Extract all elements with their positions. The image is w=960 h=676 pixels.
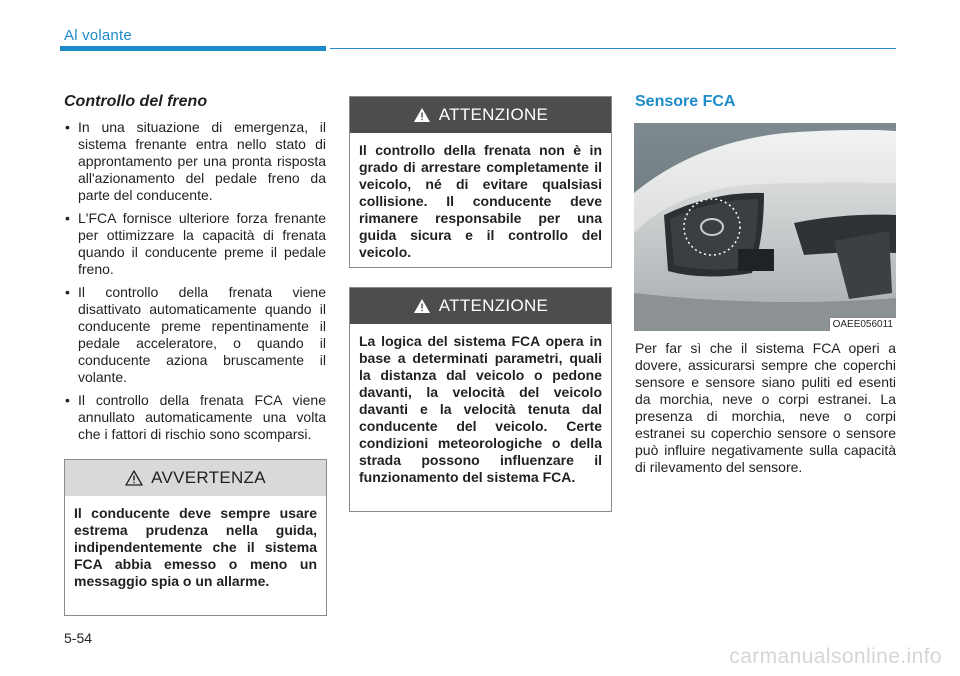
image-code-label: OAEE056011 <box>829 317 896 331</box>
avvertenza-title: AVVERTENZA <box>151 468 266 487</box>
brake-bullet-2: • L'FCA fornisce ulteriore forza frenante per ottimizzare la capacità di frenata quando il conducente preme il pedale freno. <box>64 210 326 278</box>
brake-control-section <box>64 93 326 449</box>
avvertenza-body: Il conducente deve sempre usare estrema prudenza nella guida, indipendentemente che il sistema FCA abbia emesso o meno un messaggio spia o un allarme. <box>74 505 317 589</box>
brake-bullet-1: • In una situazione di emergenza, il sistema frenante entra nello stato di approntamento per una pronta risposta all'azionamento del pedale freno da parte del conducente. <box>64 119 326 204</box>
page-number: 5-54 <box>64 630 93 646</box>
brake-bullet-4: • Il controllo della frenata FCA viene annullato automaticamente una volta che i fattori di rischio sono scomparsi. <box>64 392 326 443</box>
car-front-image <box>634 123 896 331</box>
watermark: carmanualsonline.info <box>729 645 942 668</box>
attenzione-body-2: La logica del sistema FCA opera in base a determinati parametri, quali la distanza dal veicolo o pedone davanti, la velocità del veicolo davanti e la velocità tenuta dal conducente del veicolo. Certe condizioni meteorologiche o della strada possono influenzare il funzionamento del sistema FCA. <box>359 333 602 485</box>
attenzione-title-2: ATTENZIONE <box>438 296 549 315</box>
avvertenza-header <box>65 460 326 496</box>
attenzione-body-1: Il controllo della frenata non è in grado di arrestare completamente il veicolo, né di evitare qualsiasi collisione. Il conducente deve rimanere responsabile per una guida sicura e il controllo del veicolo. <box>359 142 602 260</box>
sensor-section-title: Sensore FCA <box>635 93 736 110</box>
brake-bullet-3: • Il controllo della frenata viene disattivato automaticamente quando il conducente preme repentinamente il pedale acceleratore, o quando il conducente aziona bruscamente il volante. <box>64 284 326 386</box>
attenzione-box-1 <box>349 96 612 268</box>
header-rule-thin <box>330 48 896 49</box>
attenzione-box-2 <box>349 287 612 512</box>
attenzione-header-1 <box>350 97 611 133</box>
attenzione-title-1: ATTENZIONE <box>438 105 549 124</box>
brake-control-heading: Controllo del freno <box>64 93 208 110</box>
warning-triangle-icon <box>413 107 431 123</box>
warning-triangle-icon <box>413 298 431 314</box>
avvertenza-box <box>64 459 327 616</box>
section-title: Al volante <box>64 27 132 44</box>
attenzione-header-2 <box>350 288 611 324</box>
brake-bullet-list <box>64 119 326 443</box>
warning-triangle-icon <box>125 470 143 486</box>
sensor-paragraph: Per far sì che il sistema FCA operi a dovere, assicurarsi sempre che coperchi sensore e sensore siano puliti ed esenti da morchia, neve o corpi estranei. La presenza di morchia, neve o corpi estranei su coperchio sensore o sensore può influire negativamente sulla capacità di rilevamento del sensore. <box>635 340 896 475</box>
header-rule-thick <box>60 46 326 51</box>
car-front-illustration <box>634 123 896 331</box>
